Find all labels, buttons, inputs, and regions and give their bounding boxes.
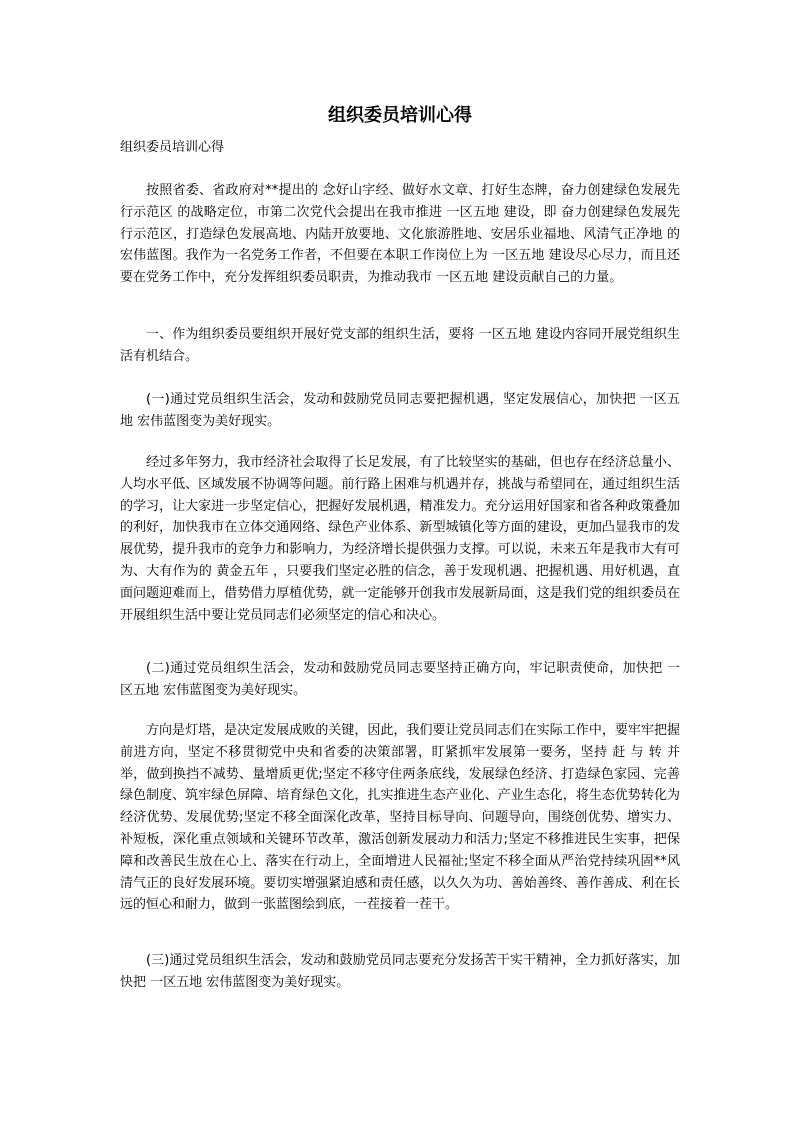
document-title: 组织委员培训心得: [328, 105, 472, 126]
body-paragraph-one: 经过多年努力，我市经济社会取得了长足发展，有了比较坚实的基础，但也存在经济总量小、人均水平低、区域发展不协调等问题。前行路上困难与机遇并存，挑战与希望同在，通过组织生活的学习，让大家进一步坚定信心，把握好发展机遇，精准发力。充分运用好国家和省各种政策叠加的利好，加快我市在立体交通网络、绿色产业体系、新型城镇化等方面的建设，更加凸显我市的发展优势，提升我市的竞争力和影响力，为经济增长提供强力支撑。可以说，未来五年是我市大有可为、大有作为的 黄金五年 ，只要我们坚定必胜的信念，善于发现机遇、把握机遇、用好机遇，直面问题迎难而上，借势借力厚植优势，就一定能够开创我市发展新局面，这是我们党的组织委员在开展组织生活中要让党员同志们必须坚定的信心和决心。: [120, 455, 680, 623]
subsection-heading-two: (二)通过党员组织生活会，发动和鼓励党员同志要坚持正确方向，牢记职责使命，加快把 一区五地 宏伟蓝图变为美好现实。: [120, 661, 680, 698]
intro-paragraph: 按照省委、省政府对**提出的 念好山字经、做好水文章、打好生态牌，奋力创建绿色发展先行示范区 的战略定位，市第二次党代会提出在我市推进 一区五地 建设，即 奋力创建绿色发展先行示范区，打造绿色发展高地、内陆开放要地、文化旅游胜地、安居乐业福地、风清气正净地 的宏伟蓝图。我作为一名党务工作者，不但要在本职工作岗位上为 一区五地 建设尽心尽力，而且还要在党务工作中，充分发挥组织委员职责，为推动我市 一区五地 建设贡献自己的力量。: [120, 183, 680, 286]
body-paragraph-two: 方向是灯塔，是决定发展成败的关键，因此，我们要让党员同志们在实际工作中，要牢牢把握前进方向，坚定不移贯彻党中央和省委的决策部署，盯紧抓牢发展第一要务，坚持 赶 与 转 并举，做到换挡不减势、量增质更优;坚定不移守住两条底线，发展绿色经济、打造绿色家园、完善绿色制度、筑牢绿色屏障、培育绿色文化，扎实推进生态产业化、产业生态化，将生态优势转化为经济优势、发展优势;坚定不移全面深化改革，坚持目标导向、问题导向，围绕创优势、增实力、补短板，深化重点领域和关键环节改革，激活创新发展动力和活力;坚定不移推进民生实事，把保障和改善民生放在心上、落实在行动上，全面增进人民福祉;坚定不移全面从严治党持续巩固**风清气正的良好发展环境。要切实增强紧迫感和责任感，以久久为功、善始善终、善作善成、利在长远的恒心和耐力，做到一张蓝图绘到底，一茬接着一茬干。: [120, 723, 680, 913]
subsection-heading-one: (一)通过党员组织生活会，发动和鼓励党员同志要把握机遇，坚定发展信心，加快把 一区五地 宏伟蓝图变为美好现实。: [120, 392, 680, 429]
section-heading-one: 一、作为组织委员要组织开展好党支部的组织生活，要将 一区五地 建设内容同开展党组织生活有机结合。: [120, 327, 680, 364]
document-subtitle: 组织委员培训心得: [120, 140, 225, 155]
subsection-heading-three: (三)通过党员组织生活会，发动和鼓励党员同志要充分发扬苦干实干精神，全力抓好落实，加快把 一区五地 宏伟蓝图变为美好现实。: [120, 953, 680, 990]
